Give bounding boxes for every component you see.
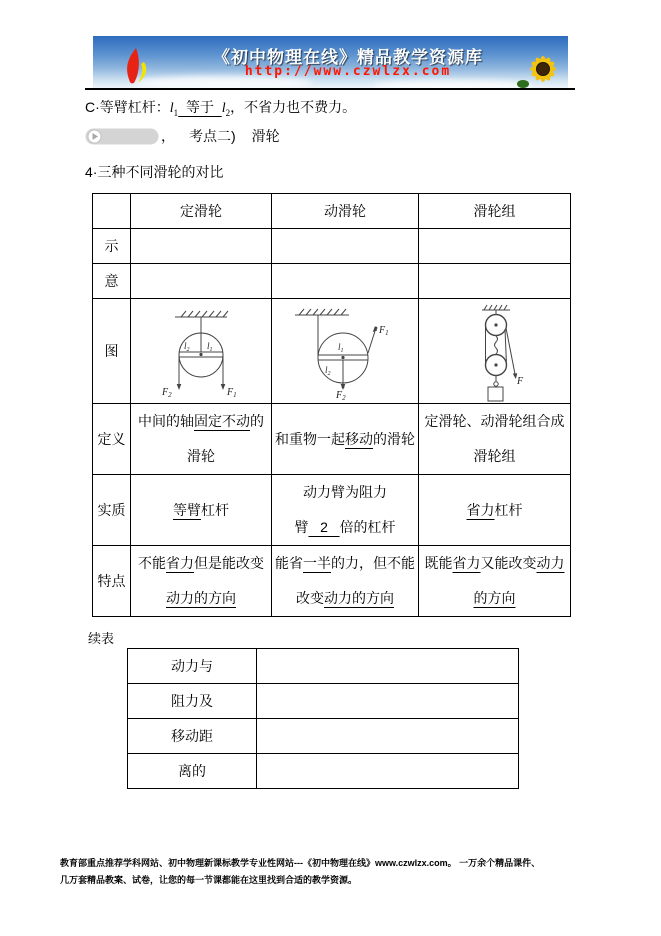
features-group-cell: 既能省力又能改变动力的方向 — [419, 546, 571, 617]
essence-movable-cell: 动力臂为阻力臂 2 倍的杠杆 — [272, 475, 419, 546]
empty-cell — [257, 684, 519, 719]
features-fixed-cell: 不能省力但是能改变动力的方向 — [131, 546, 272, 617]
pulley-group-diagram — [460, 300, 530, 402]
table-row-diagrams — [93, 299, 571, 404]
empty-cell — [419, 264, 571, 299]
comma-text: ， — [161, 128, 175, 144]
exam-point-row — [85, 126, 280, 146]
svg-text:l1: $l_1$ — [207, 341, 213, 353]
row-label-tu: 图 — [93, 299, 131, 404]
exam-point-label: 考点二) — [189, 128, 236, 144]
svg-text:F1: $F_1$ — [227, 387, 237, 399]
table-row — [93, 264, 571, 299]
essence-group-cell: 省力杠杆 — [419, 475, 571, 546]
definition-movable-cell: 和重物一起移动的滑轮 — [272, 404, 419, 475]
header-movable-pulley: 动滑轮 — [272, 194, 419, 229]
empty-cell — [257, 649, 519, 684]
section-title: 4·三种不同滑轮的对比 — [85, 164, 224, 180]
empty-cell — [272, 229, 419, 264]
definition-fixed-cell: 中间的轴固定不动的滑轮 — [131, 404, 272, 475]
movable-pulley-diagram-cell — [272, 299, 419, 404]
footer-line-1: 教育部重点推荐学科网站、初中物理新课标教学专业性网站---《初中物理在线》www.czwlzx.com。 一万余个精品课件、 — [60, 858, 541, 868]
pulley-comparison-table — [92, 193, 571, 617]
cont-row-label: 阻力及 — [128, 684, 257, 719]
site-banner — [93, 36, 568, 88]
svg-text:F1: $F_1$ — [379, 325, 389, 337]
sunflower-icon — [517, 50, 563, 88]
l2-symbol: l — [221, 101, 226, 116]
definition-group-cell: 定滑轮、动滑轮组合成滑轮组 — [419, 404, 571, 475]
l1-subscript: 1 — [173, 107, 179, 118]
footer-line-2: 几万套精品教案、试卷，让您的每一节课都能在这里找到合适的教学资源。 — [60, 875, 358, 885]
page-footer — [60, 855, 616, 889]
row-label-tedian: 特点 — [93, 546, 131, 617]
blank-answer-equals: 等于 — [178, 99, 222, 115]
svg-text:F2: $F_2$ — [162, 387, 172, 399]
cont-row-label: 动力与 — [128, 649, 257, 684]
table-row — [128, 754, 519, 789]
table-row-essence — [93, 475, 571, 546]
table-row — [128, 649, 519, 684]
l2-subscript: 2 — [225, 107, 231, 118]
header-empty-cell — [93, 194, 131, 229]
empty-cell — [272, 264, 419, 299]
table-header-row — [93, 194, 571, 229]
svg-text:F2: $F_2$ — [336, 390, 346, 401]
header-pulley-group: 滑轮组 — [419, 194, 571, 229]
empty-cell — [257, 754, 519, 789]
cloud-decoration — [373, 80, 533, 88]
svg-text:l2: $l_2$ — [184, 341, 190, 353]
equal-arm-lever-line — [85, 97, 356, 118]
row-label-dingyi: 定义 — [93, 404, 131, 475]
empty-cell — [131, 229, 272, 264]
svg-text:F: F — [516, 376, 523, 387]
row-label-shizhi: 实质 — [93, 475, 131, 546]
c-line-prefix: C·等臂杠杆： — [85, 99, 170, 115]
banner-url-link[interactable]: http://www.czwlzx.com — [244, 64, 452, 79]
cont-row-label: 移动距 — [128, 719, 257, 754]
fixed-pulley-diagram — [141, 301, 261, 401]
row-label-shi: 示 — [93, 229, 131, 264]
header-fixed-pulley: 定滑轮 — [131, 194, 272, 229]
empty-cell — [131, 264, 272, 299]
table-row — [128, 719, 519, 754]
empty-cell — [257, 719, 519, 754]
continuation-table-label: 续表 — [88, 631, 115, 646]
svg-text:l1: $l_1$ — [338, 342, 344, 354]
banner-divider — [85, 88, 575, 90]
table-row — [128, 684, 519, 719]
essence-fixed-cell: 等臂杠杆 — [131, 475, 272, 546]
flame-logo-icon — [119, 46, 159, 88]
row-label-yi: 意 — [93, 264, 131, 299]
movable-pulley-diagram — [285, 301, 405, 401]
empty-cell — [419, 229, 571, 264]
cont-row-label: 离的 — [128, 754, 257, 789]
banner-title: 《初中物理在线》精品教学资源库 — [213, 48, 483, 67]
table-row-definition — [93, 404, 571, 475]
exam-point-topic: 滑轮 — [251, 128, 280, 144]
pulley-group-diagram-cell — [419, 299, 571, 404]
table-row — [93, 229, 571, 264]
c-line-suffix: ，不省力也不费力。 — [230, 99, 357, 115]
table-row-features — [93, 546, 571, 617]
features-movable-cell: 能省一半的力，但不能改变动力的方向 — [272, 546, 419, 617]
play-button-icon[interactable] — [85, 128, 159, 145]
l1-symbol: l — [169, 101, 174, 116]
fixed-pulley-diagram-cell — [131, 299, 272, 404]
continuation-table — [127, 648, 519, 789]
svg-text:l2: $l_2$ — [325, 365, 331, 377]
